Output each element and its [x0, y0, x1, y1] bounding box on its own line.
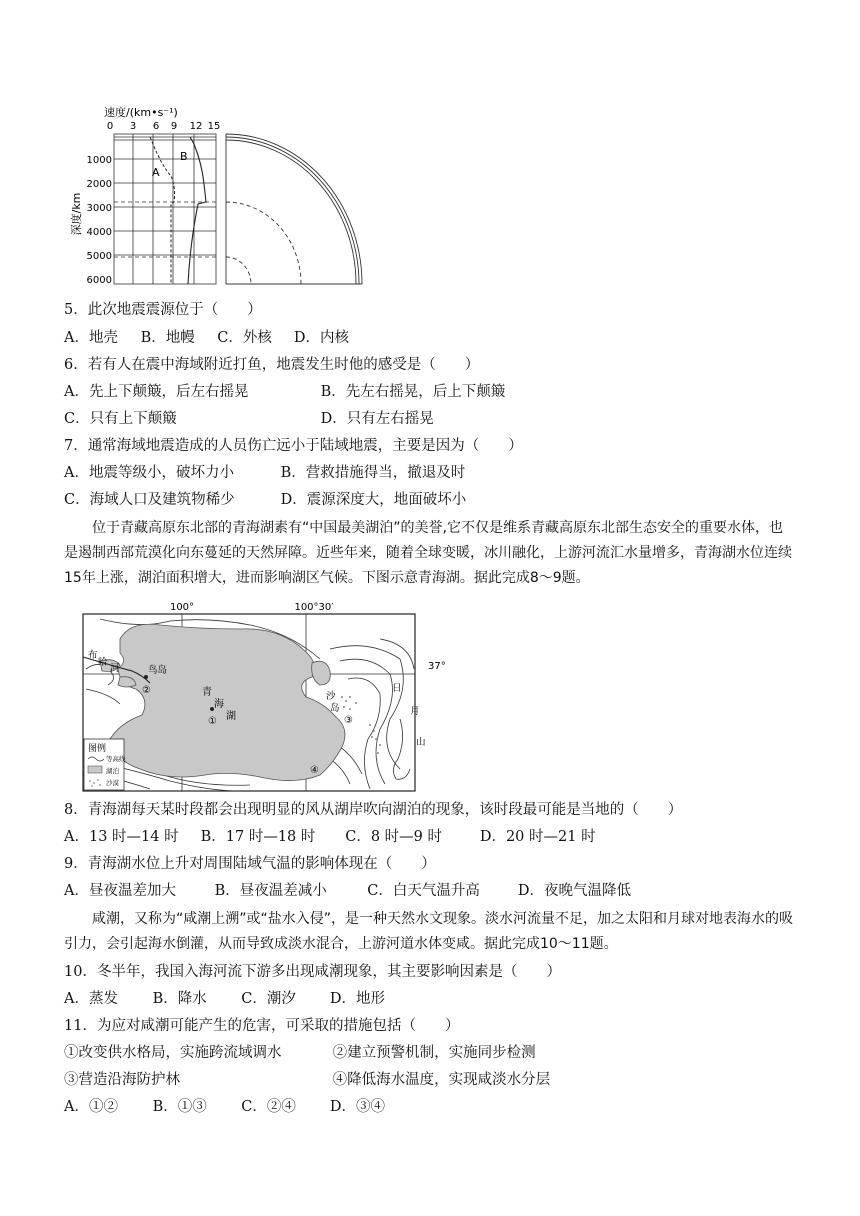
question-6-options-row1 — [64, 382, 505, 402]
option[interactable]: C．潮汐 — [241, 991, 296, 1007]
longitude-label-2: 100°30′ — [294, 602, 334, 613]
curve-b-label: B — [180, 150, 188, 163]
option[interactable]: B．地幔 — [140, 330, 195, 346]
speed-tick: 12 — [189, 121, 203, 132]
speed-tick: 0 — [106, 121, 114, 132]
depth-axis-label: 深度/km — [70, 192, 83, 236]
speed-depth-grid — [114, 134, 216, 284]
question-7-options-row1 — [64, 463, 465, 483]
question-7-options-row2 — [64, 490, 466, 510]
depth-tick: 1000 — [86, 155, 112, 166]
depth-tick: 6000 — [86, 275, 112, 286]
depth-tick-labels — [87, 155, 112, 286]
speed-axis-label: 速度/(km•s⁻¹) — [104, 106, 178, 119]
depth-tick: 2000 — [86, 179, 112, 190]
legend-title: 图例 — [88, 744, 107, 754]
legend-item-lake: 湖泊 — [106, 767, 119, 775]
speed-tick: 9 — [170, 121, 178, 132]
option[interactable]: B．降水 — [152, 991, 207, 1007]
lake-label: 青 — [202, 687, 212, 698]
question-11-statements-row1 — [64, 1043, 536, 1063]
question-11-options — [64, 1097, 385, 1117]
option[interactable]: B．先左右摇晃，后上下颠簸 — [320, 384, 506, 400]
option[interactable]: B．17 时—18 时 — [200, 829, 316, 845]
legend-item-desert: 沙漠 — [106, 779, 119, 787]
lake-label: 湖 — [226, 711, 236, 722]
option[interactable]: D．③④ — [329, 1099, 385, 1115]
river-label: 河 — [110, 663, 120, 674]
question-11-stem: 11．为应对咸潮可能产生的危害，可采取的措施包括（ ） — [64, 1018, 460, 1034]
longitude-label-1: 100° — [169, 602, 195, 613]
option[interactable]: D．震源深度大，地面破坏小 — [280, 492, 467, 508]
question-8-options — [64, 827, 596, 847]
option[interactable]: B．昼夜温差减小 — [214, 883, 327, 899]
sand-island-label: 岛 — [330, 703, 340, 714]
marker-3: ③ — [344, 715, 353, 726]
passage-salt-tide: 咸潮，又称为“咸潮上溯”或“盐水入侵”，是一种天然水文现象。淡水河流量不足，加之太阳和月球对地表海水的吸引力，会引起海水倒灌，从而导致成淡水混合，上游河道水体变咸。据此完成10～11题。 — [64, 911, 794, 952]
option[interactable]: B．①③ — [152, 1099, 207, 1115]
lake-label: 海 — [214, 699, 224, 710]
mountain-label: 月 — [410, 706, 420, 717]
question-5-stem: 5．此次地震震源位于（ ） — [64, 302, 262, 318]
qinghai-lake-map — [80, 599, 452, 795]
curve-a-label: A — [152, 166, 160, 179]
question-6-stem: 6．若有人在震中海域附近打鱼，地震发生时他的感受是（ ） — [64, 357, 480, 373]
question-11-statements-row2 — [64, 1070, 550, 1090]
speed-tick-labels — [107, 121, 221, 132]
option[interactable]: D．内核 — [293, 330, 349, 346]
depth-tick: 5000 — [86, 251, 112, 262]
marker-2: ② — [142, 685, 151, 696]
question-9-stem: 9．青海湖水位上升对周围陆域气温的影响体现在（ ） — [64, 856, 436, 872]
question-10-options — [64, 989, 385, 1009]
mountain-label: 日 — [392, 683, 402, 694]
option[interactable]: A．地震等级小，破坏力小 — [64, 465, 234, 481]
option[interactable]: B．营救措施得当，撤退及时 — [280, 465, 466, 481]
question-9-options — [64, 881, 631, 901]
latitude-label: 37° — [428, 661, 446, 672]
option[interactable]: A．蒸发 — [64, 991, 118, 1007]
river-label: 哈 — [98, 657, 108, 668]
speed-tick: 6 — [152, 121, 160, 132]
marker-1: ① — [208, 716, 217, 727]
mountain-label: 山 — [416, 737, 426, 748]
option[interactable]: C．只有上下颠簸 — [64, 411, 177, 427]
map-legend — [84, 739, 126, 790]
statement: ③营造沿海防护林 — [64, 1072, 180, 1088]
bird-island-label: 鸟岛 — [148, 665, 168, 676]
option[interactable]: D．夜晚气温降低 — [517, 883, 631, 899]
depth-tick: 4000 — [86, 227, 112, 238]
question-7-stem: 7．通常海域地震造成的人员伤亡远小于陆域地震，主要是因为（ ） — [64, 438, 523, 454]
speed-tick: 15 — [207, 121, 221, 132]
statement: ②建立预警机制，实施同步检测 — [332, 1045, 536, 1061]
question-5-options — [64, 328, 349, 348]
legend-item-contour: 等高线 — [106, 755, 126, 763]
depth-tick: 3000 — [86, 203, 112, 214]
river-label: 布 — [88, 650, 98, 661]
question-6-options-row2 — [64, 409, 434, 429]
marker-4: ④ — [310, 765, 319, 776]
option[interactable]: D．地形 — [329, 991, 385, 1007]
speed-tick: 3 — [129, 121, 137, 132]
statement: ①改变供水格局，实施跨流域调水 — [64, 1045, 282, 1061]
seismic-wave-figure — [70, 104, 370, 290]
option[interactable]: C．外核 — [217, 330, 272, 346]
option[interactable]: C．海域人口及建筑物稀少 — [64, 492, 235, 508]
option[interactable]: C．②④ — [241, 1099, 296, 1115]
option[interactable]: A．地壳 — [64, 330, 118, 346]
sand-island-label: 沙 — [326, 691, 336, 702]
option[interactable]: A．13 时—14 时 — [64, 829, 179, 845]
option[interactable]: A．①② — [64, 1099, 118, 1115]
option[interactable]: A．先上下颠簸，后左右摇晃 — [64, 384, 249, 400]
option[interactable]: C．白天气温升高 — [367, 883, 480, 899]
question-8-stem: 8．青海湖每天某时段都会出现明显的风从湖岸吹向湖泊的现象，该时段最可能是当地的（ ） — [64, 802, 683, 818]
option[interactable]: C．8 时—9 时 — [345, 829, 442, 845]
option[interactable]: D．只有左右摇晃 — [320, 411, 434, 427]
statement: ④降低海水温度，实现咸淡水分层 — [332, 1072, 551, 1088]
option[interactable]: D．20 时—21 时 — [479, 829, 596, 845]
earth-section — [226, 134, 362, 284]
passage-qinghai-lake: 位于青藏高原东北部的青海湖素有“中国最美湖泊”的美誉,它不仅是维系青藏高原东北部生态安全的重要水体，也是遏制西部荒漠化向东蔓延的天然屏障。近些年来，随着全球变暖，冰川融化，上游河流汇水量增多，青海湖水位连续15年上涨，湖泊面积增大，进而影响湖区气候。下图示意青海湖。据此完成8～9题。 — [64, 520, 792, 586]
question-10-stem: 10．冬半年，我国入海河流下游多出现咸潮现象，其主要影响因素是（ ） — [64, 964, 561, 980]
option[interactable]: A．昼夜温差加大 — [64, 883, 176, 899]
